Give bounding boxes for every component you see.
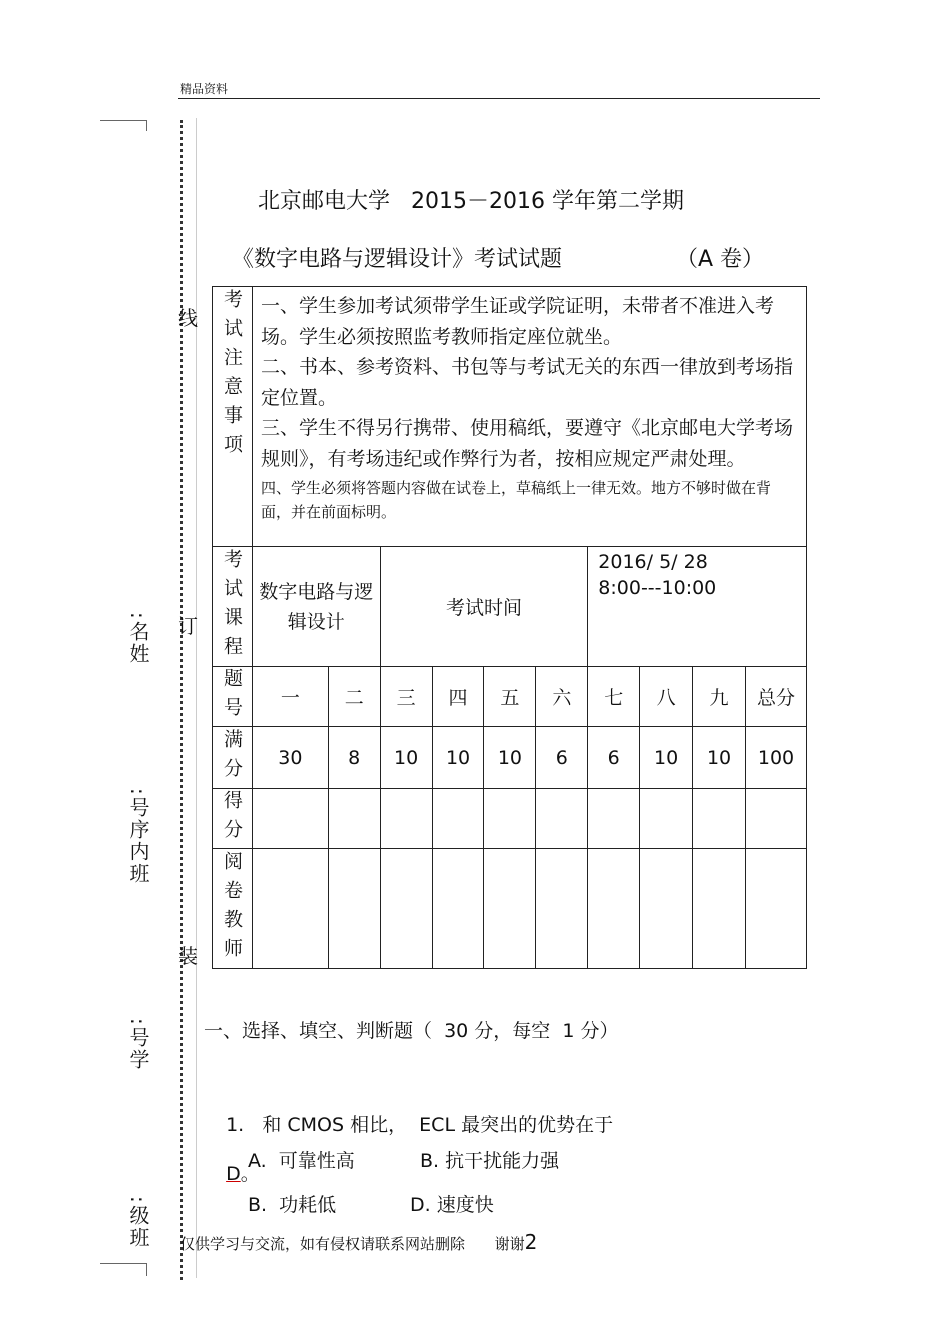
footer-thanks: 谢谢 <box>494 1235 525 1253</box>
full-score: 10 <box>693 727 746 789</box>
side-label-student-number: :号学 <box>126 1018 150 1071</box>
score-cell <box>745 789 806 849</box>
full-score: 8 <box>328 727 380 789</box>
full-score-label-cell <box>213 727 253 789</box>
notice-content <box>252 287 806 547</box>
corner-mark-bottom <box>100 1263 147 1276</box>
full-score: 6 <box>588 727 640 789</box>
binding-char-ding: 订 <box>178 614 198 638</box>
reviewer-label: 阅卷教师 <box>220 850 243 967</box>
course-label-cell <box>213 547 253 667</box>
full-score: 10 <box>432 727 484 789</box>
exam-info-table <box>212 286 807 969</box>
q-number: 二 <box>328 667 380 727</box>
reviewer-label-cell <box>213 849 253 969</box>
reviewer-cell <box>640 849 693 969</box>
reviewer-row <box>213 849 807 969</box>
score-cell <box>693 789 746 849</box>
corner-mark-top <box>100 120 147 131</box>
question-number-row <box>213 667 807 727</box>
exam-date: 2016/ 5/ 28 <box>598 551 708 573</box>
binding-guide-line <box>196 118 197 1278</box>
reviewer-cell <box>380 849 432 969</box>
question-1-end: 。 <box>240 1163 260 1185</box>
title-university: 北京邮电大学 2015－2016 学年第二学期 <box>258 189 684 214</box>
section-1-heading: 一、选择、填空、判断题（ 30 分，每空 1 分） <box>204 1020 619 1042</box>
course-name: 数字电路与逻辑设计 <box>252 547 380 667</box>
q-number-label-cell <box>213 667 253 727</box>
q-number: 三 <box>380 667 432 727</box>
reviewer-cell <box>693 849 746 969</box>
score-cell <box>536 789 588 849</box>
side-label-name: :名姓 <box>126 612 150 665</box>
option-c: B. 功耗低 <box>248 1194 337 1216</box>
q-number-label: 题号 <box>220 667 243 726</box>
question-1-answer: D <box>226 1163 241 1185</box>
exam-time: 8:00---10:00 <box>598 577 717 599</box>
binding-char-xian: 线 <box>178 306 198 330</box>
score-cell <box>484 789 536 849</box>
full-score: 6 <box>536 727 588 789</box>
reviewer-cell <box>588 849 640 969</box>
q-number: 七 <box>588 667 640 727</box>
binding-dotted-line <box>180 120 183 1280</box>
score-cell <box>640 789 693 849</box>
notice-item-1: 一、学生参加考试须带学生证或学院证明，未带者不准进入考场。学生必须按照监考教师指定座位就坐。 <box>260 295 774 348</box>
reviewer-cell <box>432 849 484 969</box>
score-cell <box>432 789 484 849</box>
score-cell <box>252 789 328 849</box>
full-score: 30 <box>252 727 328 789</box>
reviewer-cell <box>536 849 588 969</box>
full-score: 10 <box>380 727 432 789</box>
full-score-row <box>213 727 807 789</box>
footer-note: 仅供学习与交流，如有侵权请联系网站删除 <box>180 1235 466 1253</box>
got-score-label-cell <box>213 789 253 849</box>
side-label-class: :级班 <box>126 1196 150 1249</box>
notice-item-4: 四、学生必须将答题内容做在试卷上，草稿纸上一律无效。地方不够时做在背面，并在前面标明。 <box>260 479 771 521</box>
full-score: 100 <box>745 727 806 789</box>
reviewer-cell <box>745 849 806 969</box>
q-number: 九 <box>693 667 746 727</box>
score-cell <box>588 789 640 849</box>
exam-datetime <box>588 547 807 667</box>
full-score: 10 <box>640 727 693 789</box>
title-paper-version: （A 卷） <box>676 247 765 272</box>
side-label-class-number: :号序内班 <box>126 788 150 885</box>
q-number: 总分 <box>745 667 806 727</box>
score-cell <box>380 789 432 849</box>
notice-item-2: 二、书本、参考资料、书包等与考试无关的东西一律放到考场指定位置。 <box>260 356 793 409</box>
q-number: 八 <box>640 667 693 727</box>
full-score: 10 <box>484 727 536 789</box>
course-label: 考试课程 <box>220 548 243 665</box>
reviewer-cell <box>252 849 328 969</box>
option-b: B. 抗干扰能力强 <box>420 1150 560 1172</box>
notice-item-3: 三、学生不得另行携带、使用稿纸，要遵守《北京邮电大学考场规则》，有考场违纪或作弊行为者，按相应规定严肃处理。 <box>260 417 793 470</box>
got-score-label: 得分 <box>220 789 243 848</box>
page-number: 2 <box>524 1230 538 1254</box>
option-a: A. 可靠性高 <box>248 1150 355 1172</box>
header-label: 精品资料 <box>180 82 229 96</box>
q-number: 六 <box>536 667 588 727</box>
notice-label-cell <box>213 287 253 547</box>
full-score-label: 满分 <box>220 728 243 787</box>
q-number: 四 <box>432 667 484 727</box>
exam-time-label: 考试时间 <box>380 547 588 667</box>
q-number: 五 <box>484 667 536 727</box>
header-rule <box>178 98 820 99</box>
got-score-row <box>213 789 807 849</box>
reviewer-cell <box>484 849 536 969</box>
score-cell <box>328 789 380 849</box>
binding-char-zhuang: 装 <box>178 944 198 968</box>
option-d: D. 速度快 <box>410 1194 494 1216</box>
reviewer-cell <box>328 849 380 969</box>
notice-label: 考试注意事项 <box>220 289 243 463</box>
footer <box>180 1230 537 1254</box>
title-exam: 《数字电路与逻辑设计》考试试题 <box>232 247 563 272</box>
question-1-stem: 1. 和 CMOS 相比， ECL 最突出的优势在于 <box>226 1114 614 1136</box>
q-number: 一 <box>252 667 328 727</box>
